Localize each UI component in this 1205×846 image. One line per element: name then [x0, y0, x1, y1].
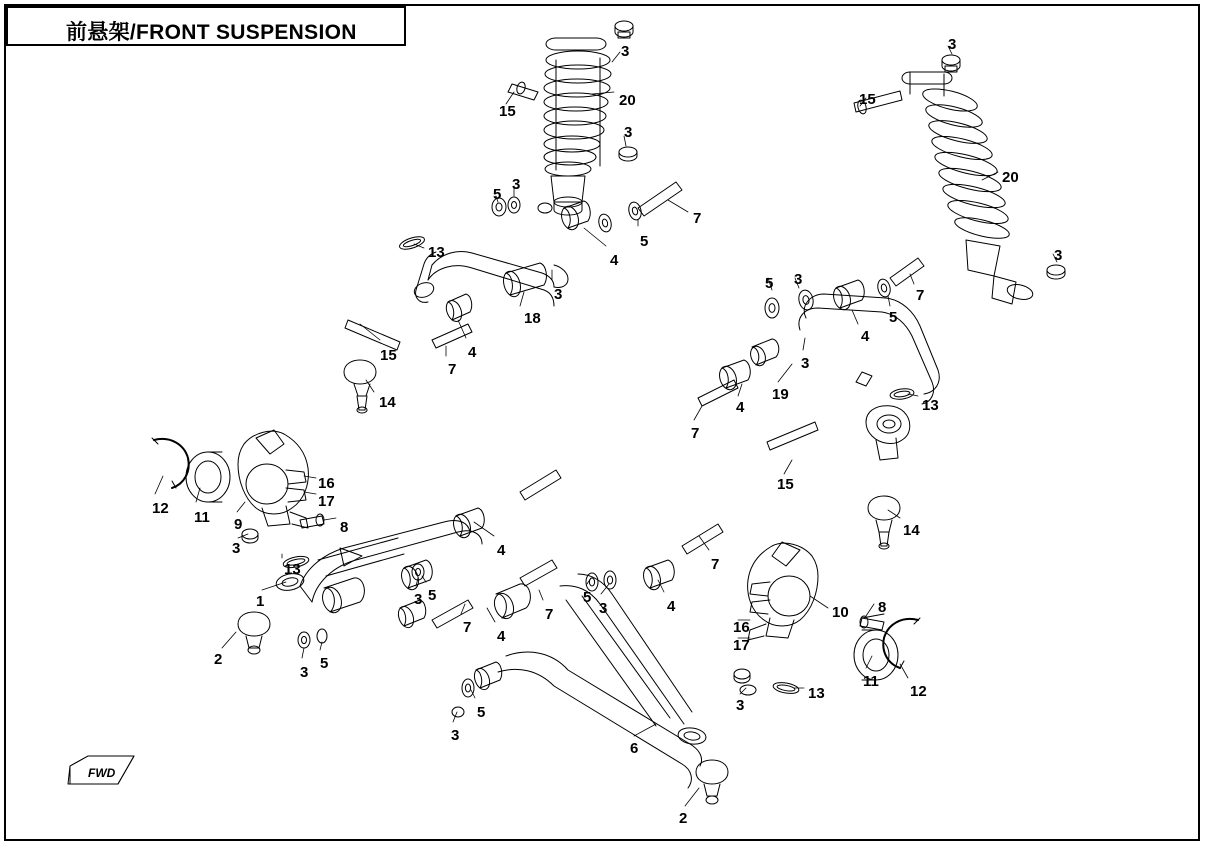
callout-16: 16 [733, 619, 750, 636]
callout-3: 3 [554, 286, 563, 303]
callout-4: 4 [497, 542, 506, 559]
callout-3: 3 [599, 600, 608, 617]
callout-3: 3 [414, 591, 423, 608]
callout-3: 3 [232, 540, 241, 557]
callout-3: 3 [300, 664, 309, 681]
callout-11: 11 [863, 673, 879, 690]
callout-12: 12 [152, 500, 169, 517]
callout-14: 14 [903, 522, 920, 539]
callout-13: 13 [428, 244, 445, 261]
callout-7: 7 [691, 425, 700, 442]
callout-3: 3 [1054, 247, 1063, 264]
lower-control-arm-right [452, 524, 800, 804]
callout-14: 14 [379, 394, 396, 411]
callout-1: 1 [256, 593, 265, 610]
callout-6: 6 [630, 740, 639, 757]
callout-4: 4 [667, 598, 676, 615]
page-title: 前悬架/FRONT SUSPENSION [66, 21, 357, 44]
callout-4: 4 [497, 628, 506, 645]
callout-13: 13 [284, 561, 301, 578]
callout-5: 5 [640, 233, 649, 250]
callout-7: 7 [448, 361, 457, 378]
callout-10: 10 [832, 604, 849, 621]
callout-15: 15 [777, 476, 794, 493]
callout-2: 2 [214, 651, 223, 668]
callout-4: 4 [861, 328, 870, 345]
callout-3: 3 [948, 36, 957, 53]
callout-5: 5 [428, 587, 437, 604]
callout-5: 5 [477, 704, 486, 721]
callout-3: 3 [801, 355, 810, 372]
callout-4: 4 [610, 252, 619, 269]
callout-3: 3 [512, 176, 521, 193]
callout-9: 9 [234, 516, 243, 533]
callout-3: 3 [736, 697, 745, 714]
upper-control-arm-right [698, 258, 939, 549]
callout-13: 13 [922, 397, 939, 414]
callout-4: 4 [468, 344, 477, 361]
callout-3: 3 [451, 727, 460, 744]
fwd-label: FWD [88, 766, 116, 780]
callout-7: 7 [545, 606, 554, 623]
callout-5: 5 [889, 309, 898, 326]
callout-3: 3 [794, 271, 803, 288]
callout-5: 5 [493, 186, 502, 203]
callout-17: 17 [318, 493, 335, 510]
callout-7: 7 [463, 619, 472, 636]
callout-16: 16 [318, 475, 335, 492]
callout-17: 17 [733, 637, 750, 654]
shock-absorber-right [854, 55, 1065, 304]
callout-5: 5 [765, 275, 774, 292]
callout-12: 12 [910, 683, 927, 700]
callout-7: 7 [916, 287, 925, 304]
callout-20: 20 [619, 92, 636, 109]
steering-knuckle-right [734, 542, 920, 683]
callout-4: 4 [736, 399, 745, 416]
upper-control-arm-left [344, 182, 682, 413]
callout-8: 8 [340, 519, 349, 536]
callout-5: 5 [320, 655, 329, 672]
callout-3: 3 [621, 43, 630, 60]
callout-8: 8 [878, 599, 887, 616]
callout-15: 15 [380, 347, 397, 364]
callout-2: 2 [679, 810, 688, 827]
callout-7: 7 [693, 210, 702, 227]
callout-18: 18 [524, 310, 541, 327]
callout-7: 7 [711, 556, 720, 573]
callout-15: 15 [859, 91, 876, 108]
callout-13: 13 [808, 685, 825, 702]
callout-19: 19 [772, 386, 789, 403]
callout-20: 20 [1002, 169, 1019, 186]
callout-15: 15 [499, 103, 516, 120]
callout-5: 5 [583, 589, 592, 606]
callout-11: 11 [194, 509, 210, 526]
callout-3: 3 [624, 124, 633, 141]
